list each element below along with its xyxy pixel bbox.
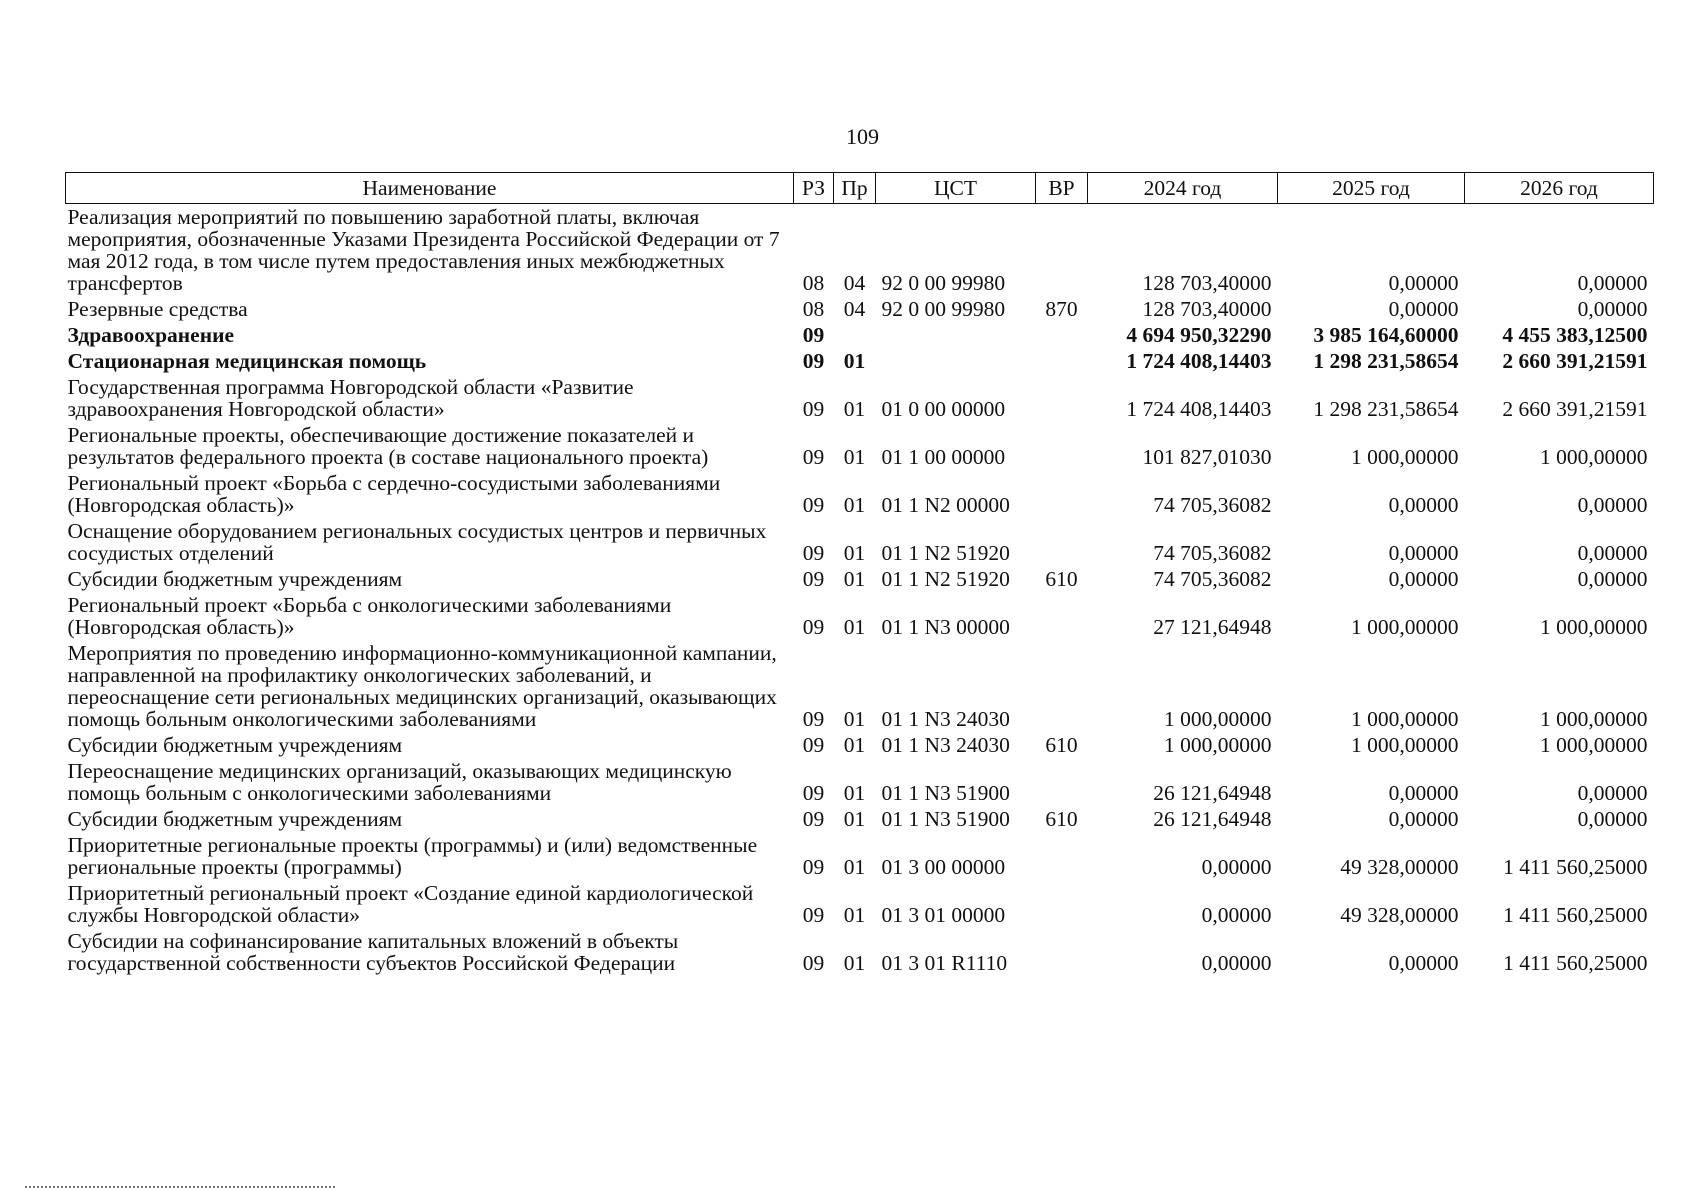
cell-rz: 09	[802, 707, 825, 731]
cell-y2026: 0,00000	[1577, 541, 1648, 565]
cell-pr: 01	[843, 903, 866, 927]
table-row	[66, 758, 1654, 806]
table-row	[66, 470, 1654, 518]
table-row	[66, 806, 1654, 832]
table-row	[66, 832, 1654, 880]
cell-cst: 92 0 00 99980	[881, 297, 1006, 321]
cell-vr	[1036, 832, 1088, 880]
cell-y2025: 1 000,00000	[1351, 615, 1459, 639]
cell-y2025: 1 000,00000	[1351, 733, 1459, 757]
cell-rz: 09	[802, 733, 825, 757]
cell-rz: 08	[802, 271, 825, 295]
cell-y2025: 0,00000	[1388, 567, 1459, 591]
cell-name: Резервные средства	[67, 297, 248, 321]
table-row	[66, 296, 1654, 322]
cell-name: Региональный проект «Борьба с сердечно-сосудистыми заболеваниями (Новгородская область)»	[67, 471, 721, 517]
table-row	[66, 880, 1654, 928]
cell-y2024: 27 121,64948	[1153, 615, 1272, 639]
cell-y2025: 49 328,00000	[1340, 903, 1459, 927]
cell-rz: 09	[802, 445, 825, 469]
cell-cst: 01 1 N3 24030	[881, 707, 1010, 731]
cell-cst: 01 3 00 00000	[881, 855, 1006, 879]
cell-y2026: 1 411 560,25000	[1503, 855, 1648, 879]
cell-pr: 01	[843, 349, 866, 373]
cell-y2024: 101 827,01030	[1142, 445, 1272, 469]
cell-y2024: 0,00000	[1201, 903, 1272, 927]
col-header-vr: ВР	[1036, 173, 1088, 204]
col-header-2025: 2025 год	[1278, 173, 1465, 204]
cell-pr: 04	[843, 297, 866, 321]
cell-y2025: 1 000,00000	[1351, 707, 1459, 731]
cell-y2025: 0,00000	[1388, 297, 1459, 321]
cell-y2026: 1 411 560,25000	[1503, 951, 1648, 975]
cell-name: Переоснащение медицинских организаций, оказывающих медицинскую помощь больным с онкологическими заболеваниями	[67, 759, 732, 805]
cell-rz: 09	[802, 615, 825, 639]
cell-vr	[1036, 322, 1088, 348]
cell-name: Оснащение оборудованием региональных сосудистых центров и первичных сосудистых отделений	[67, 519, 767, 565]
table-row	[66, 422, 1654, 470]
cell-vr	[1036, 422, 1088, 470]
cell-name: Субсидии на софинансирование капитальных вложений в объекты государственной собственности субъектов Российской Федерации	[67, 929, 679, 975]
cell-cst: 01 1 N2 51920	[881, 541, 1010, 565]
table-row	[66, 640, 1654, 732]
cell-vr: 870	[1045, 297, 1078, 321]
cell-y2025: 0,00000	[1388, 493, 1459, 517]
col-header-2024: 2024 год	[1088, 173, 1278, 204]
table-row	[66, 348, 1654, 374]
cell-y2024: 74 705,36082	[1153, 493, 1272, 517]
cell-rz: 09	[802, 903, 825, 927]
cell-y2026: 0,00000	[1577, 271, 1648, 295]
cell-name: Региональный проект «Борьба с онкологическими заболеваниями (Новгородская область)»	[67, 593, 672, 639]
cell-y2025: 0,00000	[1388, 781, 1459, 805]
cell-y2025: 0,00000	[1388, 807, 1459, 831]
cell-y2026: 0,00000	[1577, 493, 1648, 517]
cell-y2025: 0,00000	[1388, 271, 1459, 295]
cell-cst: 01 1 00 00000	[881, 445, 1006, 469]
cell-rz: 09	[802, 807, 825, 831]
cell-cst: 01 1 N3 24030	[881, 733, 1010, 757]
cell-y2025: 1 298 231,58654	[1313, 397, 1459, 421]
cell-y2024: 1 000,00000	[1164, 733, 1272, 757]
cell-y2026: 1 000,00000	[1540, 615, 1648, 639]
cell-y2026: 0,00000	[1577, 567, 1648, 591]
cell-pr: 01	[843, 541, 866, 565]
cell-vr	[1036, 204, 1088, 297]
cell-name: Здравоохранение	[67, 323, 235, 347]
cell-pr: 01	[843, 397, 866, 421]
cell-pr: 01	[843, 807, 866, 831]
cell-cst: 01 1 N2 00000	[881, 493, 1010, 517]
table-row	[66, 928, 1654, 976]
table-row	[66, 322, 1654, 348]
cell-rz: 09	[802, 781, 825, 805]
cell-vr	[1036, 592, 1088, 640]
col-header-rz: РЗ	[794, 173, 834, 204]
table-body	[66, 204, 1654, 977]
cell-pr: 01	[843, 445, 866, 469]
cell-vr	[1036, 348, 1088, 374]
cell-y2025: 0,00000	[1388, 951, 1459, 975]
cell-name: Субсидии бюджетным учреждениям	[67, 807, 403, 831]
cell-y2026: 2 660 391,21591	[1502, 397, 1648, 421]
cell-pr: 01	[843, 707, 866, 731]
cell-pr: 04	[843, 271, 866, 295]
cell-rz: 09	[802, 541, 825, 565]
cell-y2026: 4 455 383,12500	[1502, 323, 1648, 347]
cell-cst: 01 1 N3 51900	[881, 807, 1010, 831]
cell-y2024: 1 724 408,14403	[1126, 397, 1272, 421]
cell-rz: 09	[802, 951, 825, 975]
cell-vr	[1036, 470, 1088, 518]
cell-vr	[1036, 928, 1088, 976]
cell-y2024: 128 703,40000	[1142, 297, 1272, 321]
cell-y2024: 26 121,64948	[1153, 807, 1272, 831]
cell-y2026: 1 000,00000	[1540, 445, 1648, 469]
cell-rz: 09	[802, 855, 825, 879]
cell-cst	[876, 348, 1036, 374]
page-number: 109	[846, 124, 879, 149]
col-header-pr: Пр	[834, 173, 876, 204]
cell-y2026: 0,00000	[1577, 297, 1648, 321]
cell-pr: 01	[843, 567, 866, 591]
cell-rz: 09	[802, 323, 825, 347]
table-row	[66, 566, 1654, 592]
table-row	[66, 732, 1654, 758]
cell-name: Региональные проекты, обеспечивающие достижение показателей и результатов федерального проекта (в составе национального проекта)	[67, 423, 709, 469]
footer-divider	[25, 1186, 335, 1188]
cell-pr	[834, 322, 876, 348]
cell-y2024: 74 705,36082	[1153, 567, 1272, 591]
cell-cst: 01 1 N2 51920	[881, 567, 1010, 591]
col-header-name: Наименование	[66, 173, 794, 204]
cell-cst: 92 0 00 99980	[881, 271, 1006, 295]
cell-y2024: 4 694 950,32290	[1126, 323, 1272, 347]
cell-vr	[1036, 640, 1088, 732]
cell-pr: 01	[843, 781, 866, 805]
table-row	[66, 374, 1654, 422]
cell-rz: 09	[802, 567, 825, 591]
cell-vr	[1036, 880, 1088, 928]
cell-y2025: 0,00000	[1388, 541, 1459, 565]
cell-name: Приоритетные региональные проекты (программы) и (или) ведомственные региональные проекты (программы)	[67, 833, 758, 879]
table-row	[66, 518, 1654, 566]
cell-vr: 610	[1045, 733, 1078, 757]
cell-pr: 01	[843, 493, 866, 517]
cell-vr: 610	[1045, 567, 1078, 591]
cell-name: Субсидии бюджетным учреждениям	[67, 733, 403, 757]
cell-y2025: 3 985 164,60000	[1313, 323, 1459, 347]
cell-rz: 09	[802, 493, 825, 517]
budget-table	[65, 172, 1654, 976]
cell-name: Мероприятия по проведению информационно-коммуникационной кампании, направленной на профилактику онкологических заболеваний, и переоснащение сети региональных медицинских организаций, оказывающих помощь больным онкологическими заболеваниями	[67, 641, 777, 731]
cell-y2026: 1 000,00000	[1540, 707, 1648, 731]
cell-y2024: 1 724 408,14403	[1126, 349, 1272, 373]
table-header	[66, 173, 1654, 204]
cell-name: Субсидии бюджетным учреждениям	[67, 567, 403, 591]
table-row	[66, 204, 1654, 297]
cell-rz: 08	[802, 297, 825, 321]
cell-pr: 01	[843, 615, 866, 639]
cell-vr	[1036, 374, 1088, 422]
cell-vr	[1036, 518, 1088, 566]
cell-y2026: 1 411 560,25000	[1503, 903, 1648, 927]
cell-vr	[1036, 758, 1088, 806]
cell-y2024: 74 705,36082	[1153, 541, 1272, 565]
cell-y2024: 1 000,00000	[1164, 707, 1272, 731]
cell-y2024: 0,00000	[1201, 855, 1272, 879]
cell-y2026: 1 000,00000	[1540, 733, 1648, 757]
cell-cst: 01 3 01 00000	[881, 903, 1006, 927]
cell-y2026: 0,00000	[1577, 807, 1648, 831]
cell-pr: 01	[843, 733, 866, 757]
cell-y2025: 1 298 231,58654	[1313, 349, 1459, 373]
cell-cst: 01 0 00 00000	[881, 397, 1006, 421]
cell-cst: 01 3 01 R1110	[881, 951, 1008, 975]
cell-cst: 01 1 N3 51900	[881, 781, 1010, 805]
cell-y2025: 1 000,00000	[1351, 445, 1459, 469]
cell-name: Государственная программа Новгородской области «Развитие здравоохранения Новгородской области»	[67, 375, 634, 421]
cell-cst	[876, 322, 1036, 348]
cell-y2024: 26 121,64948	[1153, 781, 1272, 805]
cell-y2026: 2 660 391,21591	[1502, 349, 1648, 373]
cell-rz: 09	[802, 397, 825, 421]
cell-name: Реализация мероприятий по повышению заработной платы, включая мероприятия, обозначенные Указами Президента Российской Федерации от 7 мая 2012 года, в том числе путем предоставления иных межбюджетных трансфертов	[67, 205, 780, 295]
cell-name: Приоритетный региональный проект «Создание единой кардиологической службы Новгородской области»	[67, 881, 754, 927]
cell-y2024: 0,00000	[1201, 951, 1272, 975]
cell-vr: 610	[1045, 807, 1078, 831]
table-row	[66, 592, 1654, 640]
col-header-cst: ЦСТ	[876, 173, 1036, 204]
cell-cst: 01 1 N3 00000	[881, 615, 1010, 639]
cell-y2024: 128 703,40000	[1142, 271, 1272, 295]
cell-y2026: 0,00000	[1577, 781, 1648, 805]
cell-rz: 09	[802, 349, 825, 373]
cell-pr: 01	[843, 855, 866, 879]
cell-y2025: 49 328,00000	[1340, 855, 1459, 879]
col-header-2026: 2026 год	[1465, 173, 1654, 204]
cell-pr: 01	[843, 951, 866, 975]
cell-name: Стационарная медицинская помощь	[67, 349, 427, 373]
